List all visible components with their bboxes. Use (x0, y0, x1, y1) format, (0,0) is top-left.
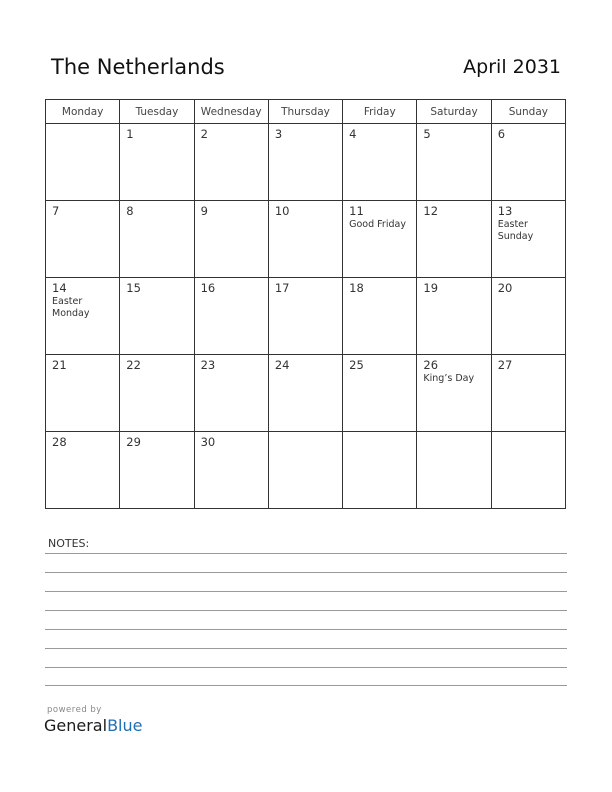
day-cell (194, 124, 268, 201)
brand-name-blue: Blue (107, 716, 143, 735)
weekday-header: Monday (46, 100, 120, 124)
day-cell (268, 201, 342, 278)
day-number: 1 (126, 127, 134, 141)
holiday-label (195, 218, 268, 219)
day-cell (268, 278, 342, 355)
week-row (46, 201, 566, 278)
day-cell (343, 432, 417, 509)
holiday-label (492, 372, 565, 373)
holiday-label (120, 141, 193, 142)
day-cell (120, 278, 194, 355)
day-cell (417, 201, 491, 278)
day-number: 10 (274, 204, 290, 218)
week-row (46, 124, 566, 201)
day-number: 26 (423, 358, 439, 372)
brand-logo (44, 716, 142, 735)
holiday-label (46, 449, 119, 450)
holiday-label (269, 218, 342, 219)
holiday-label (492, 436, 565, 437)
weekday-header: Tuesday (120, 100, 194, 124)
note-line (45, 610, 567, 611)
week-row (46, 355, 566, 432)
day-number: 23 (200, 358, 216, 372)
holiday-label (46, 372, 119, 373)
weekday-header: Saturday (417, 100, 491, 124)
day-number: 27 (497, 358, 513, 372)
day-cell (46, 432, 120, 509)
weekday-header: Friday (343, 100, 417, 124)
month-label: April 2031 (463, 56, 561, 78)
day-cell (46, 124, 120, 201)
day-cell (120, 432, 194, 509)
holiday-label: King’s Day (423, 373, 475, 385)
day-cell (194, 278, 268, 355)
holiday-label (120, 449, 193, 450)
day-number: 5 (423, 127, 431, 141)
day-cell (194, 355, 268, 432)
week-row (46, 278, 566, 355)
holiday-label: Good Friday (349, 219, 406, 231)
holiday-label (343, 295, 416, 296)
notes-label: NOTES: (48, 537, 90, 550)
holiday-label (417, 295, 490, 296)
day-cell (194, 432, 268, 509)
day-cell (417, 355, 491, 432)
powered-by-text: powered by (47, 705, 102, 715)
day-number: 17 (274, 281, 290, 295)
holiday-label: Easter Sunday (497, 219, 534, 243)
weekday-header-row (46, 100, 566, 124)
day-cell (417, 124, 491, 201)
day-number: 9 (200, 204, 208, 218)
day-cell (268, 355, 342, 432)
calendar-grid (45, 99, 566, 509)
day-cell (417, 278, 491, 355)
day-cell (491, 124, 565, 201)
day-number: 25 (349, 358, 364, 372)
note-line (45, 572, 567, 573)
day-cell (46, 201, 120, 278)
day-cell (343, 278, 417, 355)
weekday-header: Thursday (268, 100, 342, 124)
day-cell (417, 432, 491, 509)
day-number: 30 (200, 435, 216, 449)
day-cell (491, 201, 565, 278)
day-number: 29 (126, 435, 141, 449)
day-number: 2 (200, 127, 208, 141)
day-number: 28 (52, 435, 67, 449)
day-number: 13 (497, 204, 513, 218)
holiday-label (417, 436, 490, 437)
day-number: 20 (497, 281, 513, 295)
note-line (45, 591, 567, 592)
holiday-label (120, 218, 193, 219)
holiday-label (120, 295, 193, 296)
day-number: 22 (126, 358, 141, 372)
day-cell (343, 124, 417, 201)
day-number: 6 (497, 127, 506, 141)
note-line (45, 648, 567, 649)
holiday-label (269, 436, 342, 437)
day-cell (120, 124, 194, 201)
day-number: 4 (349, 127, 357, 141)
day-number: 15 (126, 281, 141, 295)
holiday-label (343, 141, 416, 142)
note-line (45, 629, 567, 630)
day-cell (268, 432, 342, 509)
day-cell (120, 201, 194, 278)
holiday-label (195, 372, 268, 373)
holiday-label (343, 372, 416, 373)
holiday-label (195, 141, 268, 142)
day-cell (46, 278, 120, 355)
note-line (45, 553, 567, 554)
weekday-header: Wednesday (194, 100, 268, 124)
day-cell (491, 432, 565, 509)
weekday-header: Sunday (491, 100, 565, 124)
day-number: 12 (423, 204, 439, 218)
holiday-label (269, 372, 342, 373)
day-cell (120, 355, 194, 432)
holiday-label (417, 141, 490, 142)
holiday-label (269, 141, 342, 142)
day-number: 18 (349, 281, 364, 295)
note-line (45, 685, 567, 686)
day-number: 16 (200, 281, 216, 295)
day-number: 21 (52, 358, 67, 372)
day-cell (343, 355, 417, 432)
note-line (45, 667, 567, 668)
page-title: The Netherlands (51, 55, 225, 79)
day-number: 3 (274, 127, 283, 141)
day-cell (491, 278, 565, 355)
day-number: 7 (52, 204, 60, 218)
day-cell (491, 355, 565, 432)
holiday-label (120, 372, 193, 373)
holiday-label (492, 295, 565, 296)
holiday-label (269, 295, 342, 296)
day-number: 8 (126, 204, 134, 218)
day-cell (194, 201, 268, 278)
day-cell (343, 201, 417, 278)
week-row (46, 432, 566, 509)
day-number: 19 (423, 281, 439, 295)
holiday-label (343, 436, 416, 437)
holiday-label (46, 128, 119, 129)
day-number: 24 (274, 358, 290, 372)
holiday-label (195, 295, 268, 296)
holiday-label (195, 449, 268, 450)
day-cell (46, 355, 120, 432)
day-number: 11 (349, 204, 364, 218)
holiday-label (492, 141, 565, 142)
holiday-label: Easter Monday (52, 296, 90, 320)
holiday-label (417, 218, 490, 219)
brand-name-general: General (44, 716, 108, 735)
holiday-label (46, 218, 119, 219)
day-number: 14 (52, 281, 67, 295)
day-cell (268, 124, 342, 201)
